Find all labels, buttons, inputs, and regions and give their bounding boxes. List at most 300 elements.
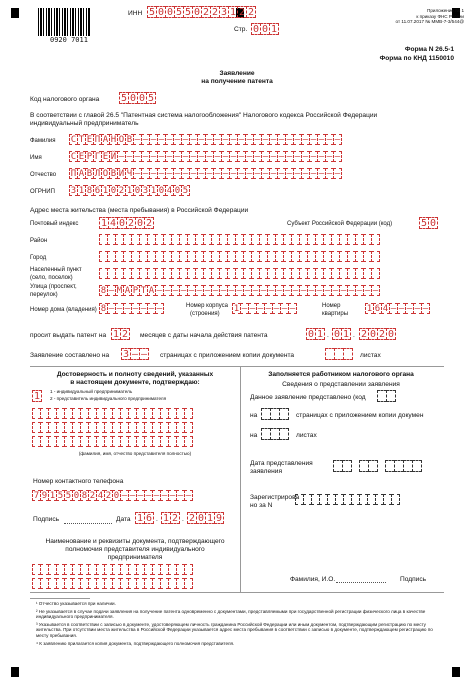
region-label: Субъект Российской Федерации (код) <box>287 221 393 227</box>
doc-title: Заявление <box>219 70 255 77</box>
char-cell: 5 <box>65 491 72 501</box>
doc-row-1[interactable] <box>33 564 193 575</box>
char-cell: – <box>164 286 171 296</box>
sheets-cells[interactable] <box>326 348 353 360</box>
char-cell: 6 <box>374 304 381 314</box>
char-cell: 0 <box>136 218 144 229</box>
char-cell: 2 <box>247 7 255 18</box>
doc-row-2[interactable] <box>33 578 193 589</box>
district-cells[interactable] <box>100 234 380 245</box>
char-cell: – <box>265 304 272 314</box>
pages-suffix: страницах с приложением копии документа <box>160 352 295 359</box>
signer-opt-2: 2 - представитель индивидуального предпринимателя <box>50 396 167 401</box>
tax-code-label: Код налогового органа <box>30 96 100 103</box>
char-cell: – <box>108 286 115 296</box>
corner-marker-top-left <box>11 8 19 18</box>
char-cell <box>371 234 380 245</box>
char-cell: 0 <box>197 513 205 524</box>
right-fio-line[interactable] <box>336 582 386 583</box>
char-cell: 1 <box>33 391 41 402</box>
char-cell: Т <box>78 135 85 145</box>
char-cell: – <box>131 349 139 360</box>
korpus-label-2: (строения) <box>190 311 220 317</box>
char-cell: 0 <box>113 491 120 501</box>
right-date-day[interactable] <box>334 460 352 472</box>
char-cell: – <box>180 286 187 296</box>
char-cell: П <box>94 135 101 145</box>
char-cell: Р <box>132 286 139 296</box>
char-cell: – <box>289 304 296 314</box>
appendix-line-3: от 11.07.2017 № ММВ-7-3/544@ <box>395 19 464 25</box>
char-cell: 0 <box>73 491 80 501</box>
char-cell: 5 <box>148 7 156 18</box>
char-cell: – <box>406 304 413 314</box>
char-cell: 2 <box>127 218 135 229</box>
char-cell: – <box>262 169 269 179</box>
start-month-cells[interactable] <box>333 328 351 340</box>
char-cell: 0 <box>369 329 377 340</box>
char-cell: – <box>284 286 291 296</box>
char-cell: – <box>294 135 301 145</box>
phone-cells[interactable] <box>33 490 193 501</box>
char-cell: В <box>126 135 133 145</box>
char-cell: – <box>334 169 341 179</box>
char-cell: 0 <box>166 7 174 18</box>
char-cell: – <box>302 152 309 162</box>
char-cell: – <box>158 135 165 145</box>
ogrnip-cells[interactable] <box>70 185 190 196</box>
char-cell: – <box>214 135 221 145</box>
inn-cells[interactable] <box>148 6 256 18</box>
char-cell: 0 <box>261 24 269 35</box>
char-cell: – <box>262 152 269 162</box>
char-cell: С <box>70 152 77 162</box>
char-cell: Е <box>102 152 109 162</box>
tax-code-cells[interactable] <box>120 92 156 104</box>
pages-label: Заявление составлено на <box>30 352 110 359</box>
char-cell: – <box>156 304 163 314</box>
start-dot-1: . <box>327 332 329 339</box>
char-cell: – <box>172 286 179 296</box>
char-cell: – <box>140 304 147 314</box>
right-reg-label-2: но за N <box>250 502 273 509</box>
char-cell: – <box>238 152 245 162</box>
char-cell: – <box>260 286 267 296</box>
ogrnip-label: ОГРНИП <box>30 189 55 195</box>
phone-label: Номер контактного телефона <box>33 478 124 485</box>
char-cell: – <box>182 135 189 145</box>
char-cell: – <box>212 286 219 296</box>
pages-cells[interactable] <box>122 348 149 360</box>
sign-line-left[interactable] <box>64 523 112 524</box>
flat-cells[interactable] <box>366 303 430 314</box>
signer-opt-1: 1 - индивидуальный предприниматель <box>50 389 133 394</box>
char-cell: 1 <box>126 186 133 196</box>
char-cell <box>184 564 193 575</box>
char-cell: – <box>262 135 269 145</box>
char-cell: Е <box>86 135 93 145</box>
intro-line-1: В соответствии с главой 26.5 "Патентная система налогообложения" Налогового кодекса Российской Федерации <box>30 112 378 119</box>
char-cell: 0 <box>307 329 315 340</box>
street-label-1: Улица (проспект, <box>30 284 77 290</box>
char-cell: – <box>118 152 125 162</box>
char-cell: – <box>150 135 157 145</box>
char-cell: – <box>300 286 307 296</box>
rep-fio-row-3[interactable] <box>33 436 193 447</box>
char-cell: – <box>222 152 229 162</box>
sign-year-cells[interactable] <box>188 512 224 524</box>
char-cell: – <box>334 135 341 145</box>
section-divider-bottom <box>30 592 444 593</box>
char-cell <box>279 408 289 420</box>
char-cell: 0 <box>118 218 126 229</box>
char-cell: – <box>310 135 317 145</box>
signer-cell[interactable] <box>33 390 42 402</box>
char-cell: – <box>190 135 197 145</box>
flat-label-2: квартиры <box>322 311 349 317</box>
char-cell: О <box>102 169 109 179</box>
char-cell: – <box>318 135 325 145</box>
postcode-cells[interactable] <box>100 217 154 229</box>
char-cell <box>184 422 193 433</box>
start-year-cells[interactable] <box>360 328 396 340</box>
char-cell: – <box>244 286 251 296</box>
right-date-month[interactable] <box>360 460 378 472</box>
char-cell: М <box>116 286 123 296</box>
char-cell: – <box>398 304 405 314</box>
right-reg-label-1: Зарегистрирова <box>250 494 300 501</box>
fio-caption: (фамилия, имя, отчество представителя полностью) <box>78 451 192 456</box>
char-cell: – <box>310 169 317 179</box>
char-cell: – <box>286 169 293 179</box>
char-cell: 8 <box>81 491 88 501</box>
right-fio-label: Фамилия, И.О. <box>290 576 336 583</box>
char-cell: А <box>102 135 109 145</box>
char-cell: – <box>286 135 293 145</box>
char-cell: 4 <box>109 218 117 229</box>
surname-cells[interactable] <box>70 134 342 145</box>
char-cell: – <box>126 152 133 162</box>
right-date-label-2: заявления <box>250 468 283 475</box>
char-cell: – <box>414 304 421 314</box>
flat-label-1: Номер <box>322 303 341 309</box>
char-cell: 2 <box>145 218 153 229</box>
name-label: Имя <box>30 155 42 161</box>
char-cell: – <box>185 491 192 501</box>
char-cell: А <box>124 286 131 296</box>
char-cell: – <box>132 304 139 314</box>
char-cell: 8 <box>100 286 107 296</box>
char-cell: 1 <box>100 218 108 229</box>
inn-label: ИНН <box>128 10 143 17</box>
char-cell: – <box>326 135 333 145</box>
char-cell: 5 <box>175 7 183 18</box>
char-cell: Е <box>78 152 85 162</box>
char-cell: – <box>121 491 128 501</box>
right-date-year[interactable] <box>386 460 422 472</box>
char-cell: – <box>198 135 205 145</box>
char-cell: – <box>246 135 253 145</box>
char-cell: – <box>334 152 341 162</box>
char-cell: – <box>422 304 429 314</box>
left-title-2: в настоящем документе, подтверждаю: <box>70 379 200 386</box>
page-cells[interactable] <box>252 23 279 35</box>
char-cell: 1 <box>136 513 144 524</box>
char-cell <box>371 268 380 279</box>
char-cell: – <box>140 349 148 360</box>
char-cell: – <box>254 135 261 145</box>
char-cell: 1 <box>78 186 85 196</box>
street-cells[interactable] <box>100 285 380 296</box>
korpus-cells[interactable] <box>233 303 297 314</box>
rep-fio-row-1[interactable] <box>33 408 193 419</box>
char-cell: – <box>230 152 237 162</box>
char-cell: 0 <box>110 186 117 196</box>
char-cell: – <box>134 152 141 162</box>
locality-label-2: (село, поселок) <box>30 275 73 281</box>
char-cell: 2 <box>89 491 96 501</box>
char-cell: – <box>278 135 285 145</box>
char-cell <box>184 578 193 589</box>
char-cell: 1 <box>270 24 278 35</box>
char-cell: – <box>310 152 317 162</box>
char-cell: – <box>124 304 131 314</box>
char-cell <box>343 348 353 360</box>
char-cell: 5 <box>147 93 155 104</box>
char-cell: – <box>294 152 301 162</box>
char-cell: 5 <box>420 218 428 229</box>
barcode-number: 0920 7011 <box>50 36 88 44</box>
doc-subtitle: на получение патента <box>201 78 273 85</box>
char-cell: 1 <box>206 513 214 524</box>
sign-label-left: Подпись <box>33 516 60 523</box>
char-cell: 0 <box>134 186 141 196</box>
char-cell: – <box>150 169 157 179</box>
char-cell: – <box>270 135 277 145</box>
char-cell: – <box>182 152 189 162</box>
char-cell: 0 <box>174 186 181 196</box>
char-cell: 5 <box>184 7 192 18</box>
char-cell: 8 <box>86 186 93 196</box>
char-cell: 2 <box>118 186 125 196</box>
char-cell: – <box>246 152 253 162</box>
char-cell: 0 <box>387 329 395 340</box>
char-cell: – <box>252 286 259 296</box>
char-cell: 1 <box>112 329 120 340</box>
footnote-4: ⁴ К заявлению прилагается копия документа, подтверждающего полномочия представителя. <box>36 640 235 646</box>
char-cell: 1 <box>233 304 240 314</box>
corner-marker-bottom-right <box>452 667 460 677</box>
right-reg-cells[interactable] <box>296 494 400 505</box>
char-cell <box>371 251 380 262</box>
char-cell: О <box>118 135 125 145</box>
char-cell: – <box>220 286 227 296</box>
char-cell: – <box>206 152 213 162</box>
months-cells[interactable] <box>112 328 130 340</box>
right-sheets-cells[interactable] <box>262 428 289 440</box>
request-label: просит выдать патент на <box>30 332 107 339</box>
doc-label-1: Наименование и реквизиты документа, подтверждающего <box>45 538 225 545</box>
house-cells[interactable] <box>100 303 164 314</box>
char-cell: 2 <box>378 329 386 340</box>
char-cell: 8 <box>100 304 107 314</box>
surname-label: Фамилия <box>30 138 56 144</box>
char-cell: 6 <box>145 513 153 524</box>
rep-fio-row-2[interactable] <box>33 422 193 433</box>
barcode <box>38 8 90 36</box>
patronymic-label: Отчество <box>30 172 57 178</box>
start-dot-2: . <box>353 332 355 339</box>
char-cell: – <box>246 169 253 179</box>
district-label: Район <box>30 238 48 244</box>
char-cell: – <box>134 169 141 179</box>
appendix-line-2: к приказу ФНС России <box>416 13 464 19</box>
city-cells[interactable] <box>100 251 380 262</box>
char-cell: Т <box>140 286 147 296</box>
char-cell: 0 <box>252 24 260 35</box>
char-cell: 0 <box>429 218 437 229</box>
char-cell: 4 <box>382 304 389 314</box>
char-cell: Л <box>94 169 101 179</box>
char-cell: – <box>206 169 213 179</box>
char-cell: 9 <box>215 513 223 524</box>
right-line-1: Данное заявление представлено (код <box>250 394 366 401</box>
char-cell: А <box>148 286 155 296</box>
char-cell: Ч <box>126 169 133 179</box>
char-cell: 4 <box>97 491 104 501</box>
appendix-line-1: Приложение № 1 <box>427 8 464 13</box>
char-cell: – <box>174 152 181 162</box>
char-cell: 2 <box>188 513 196 524</box>
char-cell <box>391 494 400 505</box>
char-cell: – <box>278 169 285 179</box>
char-cell: – <box>230 169 237 179</box>
right-sign-label: Подпись <box>400 576 427 583</box>
patronymic-cells[interactable] <box>70 168 342 179</box>
char-cell: – <box>254 152 261 162</box>
char-cell: 1 <box>150 186 157 196</box>
char-cell: – <box>190 169 197 179</box>
char-cell: – <box>286 152 293 162</box>
char-cell: – <box>326 169 333 179</box>
street-label-2: переулок) <box>30 292 58 298</box>
char-cell: Н <box>110 135 117 145</box>
char-cell: – <box>166 135 173 145</box>
char-cell: 1 <box>162 513 170 524</box>
char-cell: – <box>108 304 115 314</box>
char-cell: – <box>188 286 195 296</box>
char-cell: – <box>268 286 275 296</box>
char-cell: – <box>116 304 123 314</box>
char-cell: – <box>214 152 221 162</box>
char-cell: 0 <box>158 186 165 196</box>
char-cell: – <box>372 286 379 296</box>
char-cell: 0 <box>193 7 201 18</box>
char-cell: 5 <box>120 93 128 104</box>
char-cell: – <box>316 286 323 296</box>
char-cell: 2 <box>238 7 246 18</box>
name-cells[interactable] <box>70 151 342 162</box>
char-cell: – <box>158 169 165 179</box>
right-title: Заполняется работником налогового органа <box>268 371 414 378</box>
char-cell: – <box>137 491 144 501</box>
footnotes <box>36 601 436 646</box>
char-cell: 0 <box>333 329 341 340</box>
char-cell: – <box>308 286 315 296</box>
start-day-cells[interactable] <box>307 328 325 340</box>
char-cell: – <box>196 286 203 296</box>
char-cell: 1 <box>316 329 324 340</box>
char-cell: П <box>70 169 77 179</box>
char-cell: – <box>174 135 181 145</box>
char-cell: – <box>129 491 136 501</box>
char-cell: – <box>273 304 280 314</box>
doc-label-2: полномочия представителя индивидуального <box>65 546 205 553</box>
corner-marker-bottom-left <box>11 667 19 677</box>
char-cell: 3 <box>142 186 149 196</box>
char-cell: – <box>148 304 155 314</box>
char-cell: – <box>270 152 277 162</box>
char-cell: В <box>86 169 93 179</box>
house-label: Номер дома (владения) <box>30 307 97 313</box>
char-cell <box>386 390 396 402</box>
char-cell: – <box>324 286 331 296</box>
char-cell: – <box>166 152 173 162</box>
char-cell: – <box>156 286 163 296</box>
sign-month-cells[interactable] <box>162 512 180 524</box>
char-cell: – <box>257 304 264 314</box>
char-cell: 5 <box>57 491 64 501</box>
char-cell: – <box>153 491 160 501</box>
right-code-cells[interactable] <box>378 390 396 402</box>
right-pages-cells[interactable] <box>262 408 289 420</box>
right-line-3a: на <box>250 432 258 439</box>
locality-cells[interactable] <box>100 268 380 279</box>
right-line-2b: страницах с приложением копии докумен <box>296 412 424 419</box>
char-cell: 1 <box>102 186 109 196</box>
footnote-rule <box>30 598 90 599</box>
char-cell: – <box>142 135 149 145</box>
intro-line-2: индивидуальный предприниматель <box>30 120 139 127</box>
locality-label-1: Населенный пункт <box>30 267 82 273</box>
char-cell: – <box>249 304 256 314</box>
right-line-3b: листах <box>296 432 317 439</box>
char-cell <box>184 436 193 447</box>
char-cell: И <box>118 169 125 179</box>
char-cell: 2 <box>211 7 219 18</box>
section-divider-top <box>30 366 444 367</box>
page-label: Стр. <box>234 26 248 33</box>
char-cell: – <box>214 169 221 179</box>
char-cell: – <box>142 152 149 162</box>
char-cell: – <box>161 491 168 501</box>
char-cell: 0 <box>129 93 137 104</box>
char-cell: – <box>302 135 309 145</box>
date-label-left: Дата <box>116 516 131 523</box>
sign-day-cells[interactable] <box>136 512 154 524</box>
char-cell: – <box>174 169 181 179</box>
char-cell: В <box>110 169 117 179</box>
char-cell: – <box>145 491 152 501</box>
char-cell: 3 <box>70 186 77 196</box>
char-cell: – <box>326 152 333 162</box>
from-label: месяцев с даты начала действия патента <box>140 332 268 339</box>
right-subtitle: Сведения о представлении заявления <box>282 381 400 388</box>
char-cell: – <box>228 286 235 296</box>
char-cell: – <box>318 152 325 162</box>
char-cell: 7 <box>33 491 40 501</box>
region-cells[interactable] <box>420 217 438 229</box>
